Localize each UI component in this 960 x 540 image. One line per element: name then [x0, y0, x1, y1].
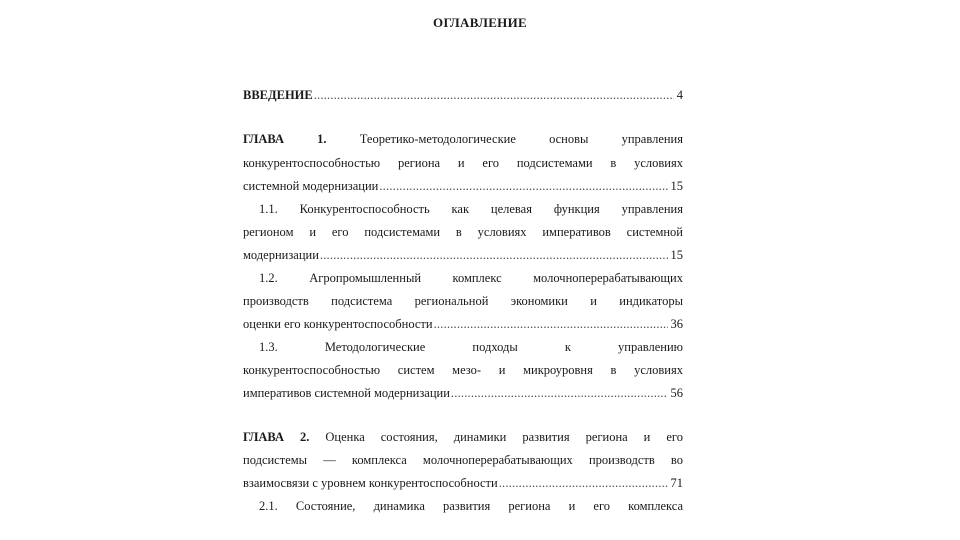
page-number: 71 [670, 476, 683, 490]
toc-entry-chapter-1[interactable] [243, 129, 683, 149]
toc-entry-section-1-2[interactable]: 1.2. Агропромышленный комплекс молочноперерабатывающих [259, 271, 683, 285]
toc-entry-intro[interactable] [243, 85, 683, 105]
toc-entry-text-line: Оценка состояния, динамики развития региона и его [325, 430, 683, 444]
leader-dots [433, 314, 668, 334]
page-number: 15 [670, 248, 683, 262]
toc-entry-text-line: подсистемы — комплекса молочноперерабатывающих производств во [243, 453, 683, 467]
toc-entry-text-line: императивов системной модернизации [243, 386, 450, 400]
toc-entry-text-line: регионом и его подсистемами в условиях императивов системной [243, 225, 683, 239]
toc-entry-last-line [243, 176, 683, 196]
toc-entry-last-line [243, 473, 683, 493]
toc-entry-text-line: Теоретико-методологические основы управления [359, 132, 683, 146]
leader-dots [313, 85, 674, 105]
chapter-label: ГЛАВА 1. [243, 132, 327, 146]
leader-dots [450, 383, 668, 403]
leader-dots [319, 245, 668, 265]
page-number: 56 [670, 386, 683, 400]
toc-entry-text-line: модернизации [243, 248, 319, 262]
toc-entry-text-line: конкурентоспособностью региона и его подсистемами в условиях [243, 156, 683, 170]
toc-entry-last-line [243, 314, 683, 334]
leader-dots [498, 473, 668, 493]
toc-entry-label: ВВЕДЕНИЕ [243, 88, 313, 102]
toc-entry-text-line: конкурентоспособностью систем мезо- и микроуровня в условиях [243, 363, 683, 377]
toc-entry-chapter-2[interactable] [243, 427, 683, 447]
toc-entry-text-line: производств подсистема региональной экономики и индикаторы [243, 294, 683, 308]
toc-entry-text-line: оценки его конкурентоспособности [243, 317, 433, 331]
toc-entry-section-1-3[interactable]: 1.3. Методологические подходы к управлению [259, 340, 683, 354]
page-number: 15 [670, 179, 683, 193]
toc-entry-text-line: системной модернизации [243, 179, 379, 193]
toc-entry-section-1-1[interactable]: 1.1. Конкурентоспособность как целевая функция управления [259, 202, 683, 216]
leader-dots [378, 176, 667, 196]
toc-entry-section-2-1[interactable]: 2.1. Состояние, динамика развития региона и его комплекса [259, 499, 683, 513]
chapter-label: ГЛАВА 2. [243, 430, 310, 444]
toc-entry-text-line: взаимосвязи с уровнем конкурентоспособности [243, 476, 498, 490]
toc-entry-last-line [243, 245, 683, 265]
page-number: 4 [676, 88, 683, 102]
toc-entry-last-line [243, 383, 683, 403]
page-number: 36 [670, 317, 683, 331]
page-title: ОГЛАВЛЕНИЕ [433, 15, 527, 30]
